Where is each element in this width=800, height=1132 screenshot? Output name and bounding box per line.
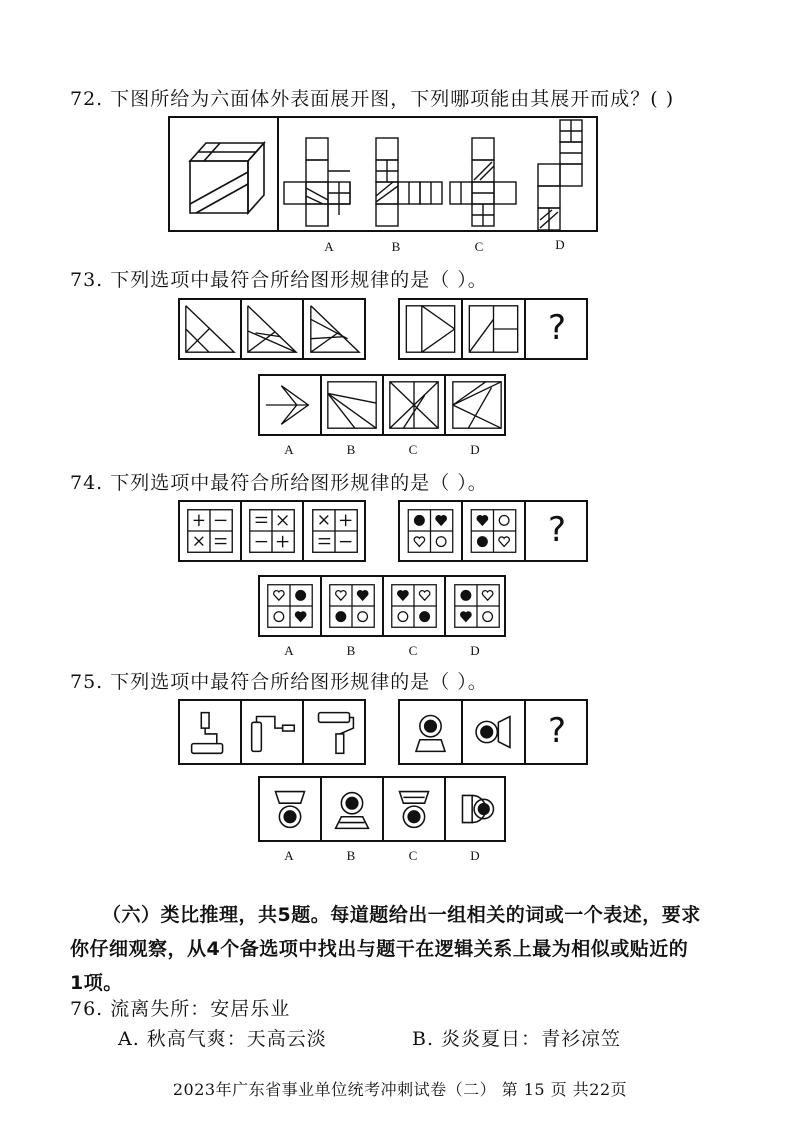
q72-option-b-label: B (391, 239, 401, 254)
q73-option-c-label: C (408, 442, 418, 457)
q73-option-d[interactable] (446, 376, 508, 434)
q75-fig-1 (180, 701, 242, 763)
q76-option-a[interactable]: A. 秋高气爽：天高云淡 (118, 1028, 327, 1050)
q74-group-1 (178, 500, 366, 562)
q72-option-d-label: D (555, 237, 565, 252)
q73-fig-5 (463, 300, 526, 358)
q75-group-1 (178, 699, 366, 765)
q72-net-b (376, 138, 442, 226)
q74-fig-4 (400, 502, 463, 560)
q74-option-c-label: C (408, 643, 418, 658)
q75-fig-3 (304, 701, 366, 763)
q75-fig-5 (463, 701, 526, 763)
q72-option-a-label: A (324, 239, 334, 254)
q75-option-b[interactable] (322, 778, 384, 840)
q74-question-mark: ? (547, 510, 567, 551)
q73-option-c[interactable] (384, 376, 446, 434)
q74-fig-1 (180, 502, 242, 560)
q73-fig-3 (304, 300, 366, 358)
q75-option-c-label: C (408, 848, 418, 863)
q75-option-b-label: B (346, 848, 356, 863)
q75-option-c[interactable] (384, 778, 446, 840)
q74-option-b-label: B (346, 643, 356, 658)
q73-option-d-label: D (470, 442, 480, 457)
q75-question-cell (526, 701, 588, 763)
q73-group-1 (178, 298, 366, 360)
q74-fig-5 (463, 502, 526, 560)
q74-option-b[interactable] (322, 577, 384, 635)
q75-option-a-label: A (284, 848, 294, 863)
q73-fig-1 (180, 300, 242, 358)
q74-option-d[interactable] (446, 577, 508, 635)
q74-option-d-label: D (470, 643, 480, 658)
q74-text: 74. 下列选项中最符合所给图形规律的是（ ）。 (70, 472, 488, 494)
section-line-3: 1项。 (70, 972, 123, 994)
q74-fig-2 (242, 502, 304, 560)
q74-options (258, 575, 506, 637)
section-heading (70, 898, 730, 1000)
q73-option-a[interactable] (260, 376, 322, 434)
q73-question-cell (526, 300, 588, 358)
q73-group-2 (398, 298, 588, 360)
q74-option-c[interactable] (384, 577, 446, 635)
q75-option-d[interactable] (446, 778, 508, 840)
q73-option-a-label: A (284, 442, 294, 457)
q75-fig-4 (400, 701, 463, 763)
q75-text: 75. 下列选项中最符合所给图形规律的是（ ）。 (70, 671, 488, 693)
q74-option-a-label: A (284, 643, 294, 658)
q75-fig-2 (242, 701, 304, 763)
q73-fig-2 (242, 300, 304, 358)
q73-text: 73. 下列选项中最符合所给图形规律的是（ ）。 (70, 269, 488, 291)
q72-figure (168, 116, 598, 232)
q72-option-c-label: C (474, 239, 484, 254)
q76-stem: 76. 流离失所：安居乐业 (70, 998, 291, 1020)
q73-options (258, 374, 506, 436)
q73-fig-4 (400, 300, 463, 358)
q72-cube (190, 143, 264, 213)
q75-question-mark: ? (547, 711, 567, 752)
q75-group-2 (398, 699, 588, 765)
q74-question-cell (526, 502, 588, 560)
q73-option-b[interactable] (322, 376, 384, 434)
q75-option-a[interactable] (260, 778, 322, 840)
q75-option-d-label: D (470, 848, 480, 863)
q73-question-mark: ? (547, 308, 567, 349)
q72-net-d (538, 120, 582, 230)
q72-net-a (284, 138, 350, 226)
q72-net-c (450, 138, 516, 226)
q74-option-a[interactable] (260, 577, 322, 635)
q75-options (258, 776, 506, 842)
q74-fig-3 (304, 502, 366, 560)
q76-option-b[interactable]: B. 炎炎夏日：青衫凉笠 (412, 1028, 622, 1050)
q74-group-2 (398, 500, 588, 562)
section-line-2: 你仔细观察，从4个备选项中找出与题干在逻辑关系上最为相似或贴近的 (70, 938, 689, 960)
q72-text: 72. 下图所给为六面体外表面展开图，下列哪项能由其展开而成？( ) (70, 88, 675, 110)
q73-option-b-label: B (346, 442, 356, 457)
section-line-1: （六）类比推理，共5题。每道题给出一组相关的词或一个表述，要求 (102, 904, 701, 926)
page-footer: 2023年广东省事业单位统考冲刺试卷（二） 第 15 页 共22页 (172, 1080, 628, 1099)
